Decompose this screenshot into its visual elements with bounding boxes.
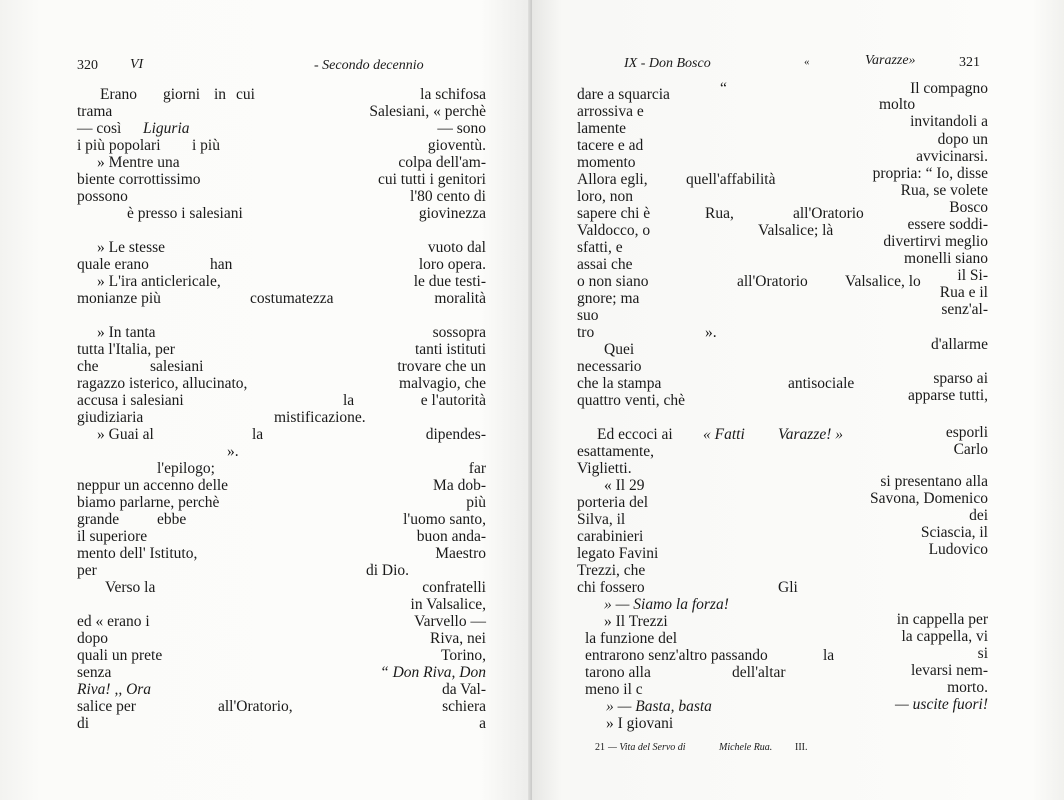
text-line: esattamente,: [577, 443, 655, 460]
text-line: ebbe: [157, 511, 187, 528]
text-line-right: divertirvi meglio: [883, 233, 988, 250]
text-line: assai che: [577, 256, 633, 273]
footer-title: — Vita del Servo di: [608, 742, 686, 753]
text-line: mistificazione.: [274, 409, 366, 426]
text-line: Valsalice, lo: [845, 273, 921, 290]
text-line-right: dopo un: [937, 131, 988, 148]
text-line: loro, non: [577, 188, 633, 205]
text-line: Liguria: [143, 120, 190, 137]
text-line: ».: [227, 443, 239, 460]
text-line-right: Rua e il: [939, 284, 988, 301]
text-line-right: in Valsalice,: [410, 596, 486, 613]
right-page: [532, 0, 1064, 800]
text-line-right: senz'al-: [941, 301, 988, 318]
text-line: ragazzo isterico, allucinato,: [77, 375, 248, 392]
text-line: Valdocco, o: [577, 222, 651, 239]
text-line: ».: [705, 324, 717, 341]
text-line: salesiani: [150, 358, 204, 375]
text-line: entrarono senz'altro passando: [585, 647, 768, 664]
text-line-right: Varvello —: [414, 613, 486, 630]
text-line-right: si presentano alla: [880, 473, 988, 490]
text-line: lamente: [577, 120, 627, 137]
text-line-right: colpa dell'am-: [398, 154, 486, 171]
text-line: « Fatti: [703, 426, 745, 443]
chapter-number: VI: [130, 57, 144, 72]
text-line-right: levarsi nem-: [910, 662, 988, 679]
text-line-right: — sono: [437, 120, 486, 137]
text-line-right: sossopra: [432, 324, 486, 341]
text-line: i più popolari: [77, 137, 161, 154]
text-line: di: [77, 715, 90, 732]
text-line-right: più: [466, 494, 486, 511]
text-line: monianze più: [77, 290, 161, 307]
footer-name: Michele Rua.: [719, 742, 773, 753]
text-line-right: monelli siano: [904, 250, 988, 267]
text-line: tacere e ad: [577, 137, 644, 154]
text-line-right: molto: [879, 96, 916, 113]
text-line: Trezzi, che: [577, 562, 646, 579]
text-line-right: Salesiani, « perchè: [369, 103, 486, 120]
text-line-right: far: [468, 460, 486, 477]
text-line: han: [210, 256, 233, 273]
text-line-right: si: [977, 645, 988, 662]
text-line-right: Riva, nei: [430, 630, 486, 647]
chapter-title: IX - Don Bosco: [624, 56, 711, 71]
text-line-right: “ Don Riva, Don: [380, 664, 486, 681]
text-line: giorni: [163, 86, 201, 103]
text-line: Verso la: [105, 579, 156, 596]
text-line-right: Savona, Domenico: [870, 490, 988, 507]
text-line: » Guai al: [97, 426, 154, 443]
text-line: Valsalice; là: [758, 222, 834, 239]
text-line: senza: [77, 664, 112, 681]
text-line: Varazze! »: [778, 426, 844, 443]
text-line-right: loro opera.: [418, 256, 486, 273]
text-line-right: cui tutti i genitori: [377, 171, 486, 188]
text-line-right: trovare che un: [397, 358, 486, 375]
text-line-right: essere soddi-: [907, 216, 988, 233]
text-line: Viglietti.: [577, 460, 632, 477]
text-line: » L'ira anticlericale,: [97, 273, 221, 290]
text-line: « Il 29: [604, 477, 645, 494]
running-title: - Secondo decennio: [314, 58, 424, 73]
text-line: per: [77, 562, 97, 579]
text-line: tutta l'Italia, per: [77, 341, 175, 358]
text-line: salice per: [77, 698, 136, 715]
page-number: 321: [959, 55, 980, 70]
text-line-right: la cappella, vi: [901, 628, 988, 645]
page-number: 320: [77, 58, 98, 73]
text-line: la: [343, 392, 355, 409]
text-line-right: moralità: [434, 290, 486, 307]
text-line: mento dell' Istituto,: [77, 545, 198, 562]
text-line: tro: [577, 324, 595, 341]
text-line: accusa i salesiani: [77, 392, 184, 409]
text-line-right: da Val-: [441, 681, 486, 698]
text-line: costumatezza: [250, 290, 334, 307]
text-line: chi fossero: [577, 579, 645, 596]
text-line: carabinieri: [577, 528, 644, 545]
text-line-right: invitandoli a: [910, 113, 988, 130]
text-line: grande: [77, 511, 120, 528]
text-line: gnore; ma: [577, 290, 640, 307]
text-line-right: tanti istituti: [414, 341, 486, 358]
text-line: » Le stesse: [97, 239, 166, 256]
text-line-right: sparso ai: [933, 370, 988, 387]
text-line-right: vuoto dal: [427, 239, 486, 256]
text-line-right: propria: “ Io, disse: [872, 165, 988, 182]
text-line: la funzione del: [585, 630, 678, 647]
text-line: o non siano: [577, 273, 649, 290]
text-line-right: Maestro: [435, 545, 486, 562]
text-line: momento: [577, 154, 636, 171]
text-line-right: — uscite fuori!: [895, 696, 988, 713]
text-line: necessario: [577, 358, 642, 375]
text-line: la: [823, 647, 835, 664]
text-line-right: Sciascia, il: [920, 524, 988, 541]
text-line-right: esporli: [945, 424, 988, 441]
text-line: è presso i salesiani: [127, 205, 243, 222]
text-line: porteria del: [577, 494, 649, 511]
text-line: » — Basta, basta: [606, 698, 712, 715]
text-line-right: Bosco: [949, 199, 988, 216]
text-line: legato Favini: [577, 545, 659, 562]
text-line-right: schiera: [442, 698, 486, 715]
text-line: Silva, il: [577, 511, 626, 528]
text-line: » In tanta: [97, 324, 156, 341]
text-line: sapere chi è: [577, 205, 651, 222]
text-line-right: buon anda-: [416, 528, 486, 545]
text-line-right: il Si-: [957, 267, 988, 284]
text-line-right: avvicinarsi.: [916, 148, 988, 165]
text-line-right: dipendes-: [425, 426, 486, 443]
text-line: — così: [77, 120, 122, 137]
running-title: Varazze»: [865, 53, 916, 68]
text-line-right: le due testi-: [413, 273, 486, 290]
text-line: ed « erano i: [77, 613, 150, 630]
text-line: arrossiva e: [577, 103, 644, 120]
text-line: Riva! ,, Ora: [77, 681, 152, 698]
text-line: Rua,: [705, 205, 734, 222]
text-line: suo: [577, 307, 599, 324]
text-line: » I giovani: [606, 715, 674, 732]
text-line: l'epilogo;: [157, 460, 215, 477]
text-line: il superiore: [77, 528, 148, 545]
text-line: » — Siamo la forza!: [604, 596, 729, 613]
text-line: quell'affabilità: [686, 171, 776, 188]
text-line-right: Ludovico: [928, 541, 988, 558]
text-line-right: confratelli: [422, 579, 486, 596]
text-line-right: e l'autorità: [420, 392, 486, 409]
text-line: all'Oratorio: [793, 205, 864, 222]
text-line: » Il Trezzi: [604, 613, 668, 630]
text-line: » Mentre una: [97, 154, 180, 171]
text-line-right: morto.: [947, 679, 988, 696]
text-line-right: Carlo: [953, 441, 988, 458]
text-line-right: la schifosa: [420, 86, 486, 103]
text-line: la: [252, 426, 264, 443]
text-line: cui: [236, 86, 255, 103]
text-line: biente corrottissimo: [77, 171, 201, 188]
text-line-right: a: [479, 715, 486, 732]
text-line-right: malvagio, che: [399, 375, 486, 392]
text-line: quale erano: [77, 256, 149, 273]
text-line: tarono alla: [585, 664, 651, 681]
text-line: quattro venti, chè: [577, 392, 686, 409]
text-line-right: in cappella per: [896, 611, 988, 628]
text-line: neppur un accenno delle: [77, 477, 229, 494]
text-line: giudiziaria: [77, 409, 144, 426]
text-line-right: apparse tutti,: [907, 387, 988, 404]
text-line: quali un prete: [77, 647, 163, 664]
text-line-right: l'uomo santo,: [403, 511, 486, 528]
text-line-right: gioventù.: [427, 137, 486, 154]
header-mark: «: [804, 56, 810, 68]
text-line: possono: [77, 188, 128, 205]
text-line: dare a squarcia: [577, 86, 670, 103]
text-line: “: [720, 80, 727, 97]
text-line: Ed eccoci ai: [597, 426, 673, 443]
text-line: dopo: [77, 630, 108, 647]
text-line: che: [77, 358, 99, 375]
text-line: sfatti, e: [577, 239, 623, 256]
text-line: trama: [77, 103, 113, 120]
text-line-right: di Dio.: [366, 562, 410, 579]
text-line-right: Rua, se volete: [900, 182, 988, 199]
text-line: antisociale: [788, 375, 855, 392]
text-line: all'Oratorio: [737, 273, 808, 290]
text-line-right: dei: [969, 507, 988, 524]
text-line: dell'altar: [732, 664, 786, 681]
text-line: che la stampa: [577, 375, 662, 392]
footer-volume: III.: [795, 742, 808, 753]
text-line-right: Il compagno: [910, 80, 988, 97]
text-line: Gli: [778, 579, 798, 596]
text-line-right: l'80 cento di: [410, 188, 486, 205]
text-line-right: giovinezza: [418, 205, 486, 222]
signature-mark: 21: [595, 742, 605, 753]
text-line: Allora egli,: [577, 171, 648, 188]
text-line: Erano: [100, 86, 138, 103]
text-line: Quei: [604, 341, 635, 358]
text-line-right: Ma dob-: [433, 477, 486, 494]
text-line: biamo parlarne, perchè: [77, 494, 220, 511]
text-line-right: d'allarme: [930, 336, 988, 353]
text-line: meno il c: [585, 681, 643, 698]
text-line: all'Oratorio,: [218, 698, 293, 715]
text-line: in: [214, 86, 227, 103]
text-line: i più: [192, 137, 220, 154]
text-line-right: Torino,: [441, 647, 486, 664]
